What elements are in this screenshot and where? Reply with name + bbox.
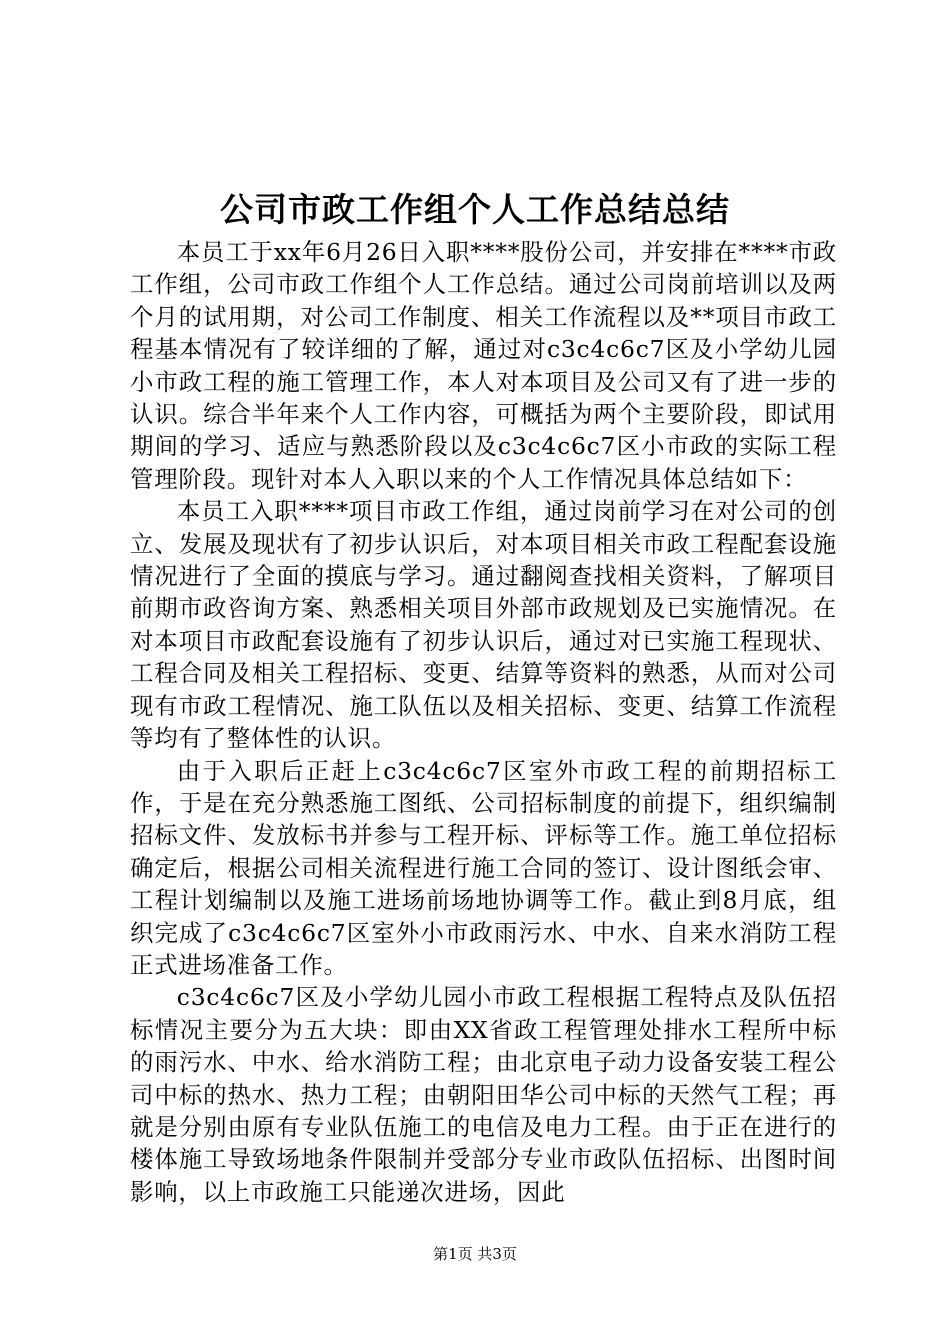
paragraph-2: 本员工入职****项目市政工作组，通过岗前学习在对公司的创立、发展及现状有了初步认识后，对本项目相关市政工程配套设施情况进行了全面的摸底与学习。通过翻阅查找相关资料，了解项目前期市政咨询方案、熟悉相关项目外部市政规划及已实施情况。在对本项目市政配套设施有了初步认识后，通过对已实施工程现状、工程合同及相关工程招标、变更、结算等资料的熟悉，从而对公司现有市政工程情况、施工队伍以及相关招标、变更、结算工作流程等均有了整体性的认识。 bbox=[130, 497, 837, 753]
paragraph-3: 由于入职后正赶上c3c4c6c7区室外市政工程的前期招标工作，于是在充分熟悉施工图纸、公司招标制度的前提下，组织编制招标文件、发放标书并参与工程开标、评标等工作。施工单位招标确定后，根据公司相关流程进行施工合同的签订、设计图纸会审、工程计划编制以及施工进场前场地协调等工作。截止到8月底，组织完成了c3c4c6c7区室外小市政雨污水、中水、自来水消防工程正式进场准备工作。 bbox=[130, 756, 837, 979]
document-title: 公司市政工作组个人工作总结总结 bbox=[220, 190, 730, 229]
page-number-footer: 第1页 共3页 bbox=[433, 1245, 517, 1263]
document-body bbox=[130, 236, 837, 1208]
paragraph-4: c3c4c6c7区及小学幼儿园小市政工程根据工程特点及队伍招标情况主要分为五大块：即由XX省政工程管理处排水工程所中标的雨污水、中水、给水消防工程；由北京电子动力设备安装工程公司中标的热水、热力工程；由朝阳田华公司中标的天然气工程；再就是分别由原有专业队伍施工的电信及电力工程。由于正在进行的楼体施工导致场地条件限制并受部分专业市政队伍招标、出图时间影响，以上市政施工只能递次进场，因此 bbox=[130, 983, 837, 1206]
paragraph-1: 本员工于xx年6月26日入职****股份公司，并安排在****市政工作组，公司市政工作组个人工作总结。通过公司岗前培训以及两个月的试用期，对公司工作制度、相关工作流程以及**项目市政工程基本情况有了较详细的了解，通过对c3c4c6c7区及小学幼儿园小市政工程的施工管理工作，本人对本项目及公司又有了进一步的认识。综合半年来个人工作内容，可概括为两个主要阶段，即试用期间的学习、适应与熟悉阶段以及c3c4c6c7区小市政的实际工程管理阶段。现针对本人入职以来的个人工作情况具体总结如下： bbox=[130, 238, 837, 493]
